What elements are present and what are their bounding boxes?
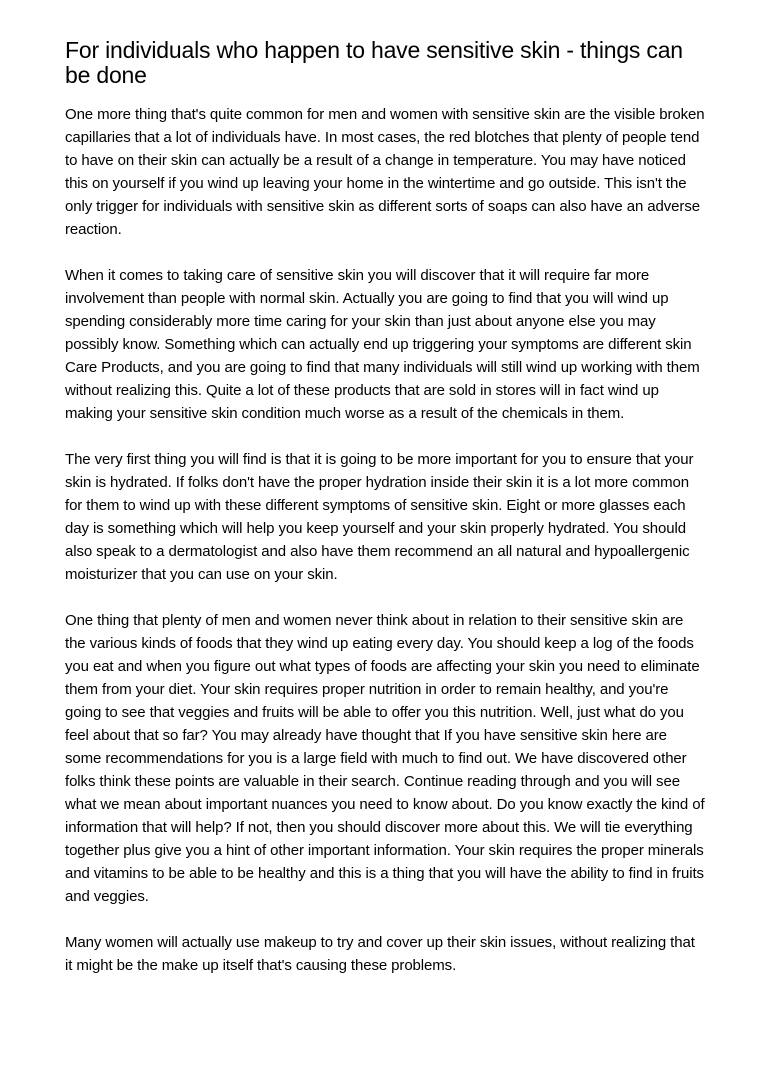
paragraph-3: The very first thing you will find is that it is going to be more important for you to ensure that your skin is hydrated. If folks don't have the proper hydration inside their skin it is a lot more common for them to wind up with these different symptoms of sensitive skin. Eight or more glasses each day is something which will help you keep yourself and your skin properly hydrated. You should also speak to a dermatologist and also have them recommend an all natural and hypoallergenic moisturizer that you can use on your skin. <box>65 451 694 583</box>
paragraph-2: When it comes to taking care of sensitive skin you will discover that it will require far more involvement than people with normal skin. Actually you are going to find that you will wind up spending considerably more time caring for your skin than just about anyone else you may possibly know. Something which can actually end up triggering your symptoms are different skin Care Products, and you are going to find that many individuals will still wind up working with them without realizing this. Quite a lot of these products that are sold in stores will in fact wind up making your sensitive skin condition much worse as a result of the chemicals in them. <box>65 267 700 422</box>
paragraph-5: Many women will actually use makeup to try and cover up their skin issues, without realizing that it might be the make up itself that's causing these problems. <box>65 934 695 974</box>
document-title: For individuals who happen to have sensitive skin - things can be done <box>65 37 683 88</box>
paragraph-4: One thing that plenty of men and women never think about in relation to their sensitive skin are the various kinds of foods that they wind up eating every day. You should keep a log of the foods you eat and when you figure out what types of foods are affecting your skin you need to eliminate them from your diet. Your skin requires proper nutrition in order to remain healthy, and you're going to see that veggies and fruits will be able to offer you this nutrition. Well, just what do you feel about that so far? You may already have thought that If you have sensitive skin here are some recommendations for you is a large field with much to find out. We have discovered other folks think these points are valuable in their search. Continue reading through and you will see what we mean about important nuances you need to know about. Do you know exactly the kind of information that will help? If not, then you should discover more about this. We will tie everything together plus give you a hint of other important information. Your skin requires the proper minerals and vitamins to be able to be healthy and this is a thing that you will have the ability to find in fruits and veggies. <box>65 612 705 905</box>
document-page <box>65 38 705 1000</box>
paragraph-1: One more thing that's quite common for men and women with sensitive skin are the visible broken capillaries that a lot of individuals have. In most cases, the red blotches that plenty of people tend to have on their skin can actually be a result of a change in temperature. You may have noticed this on yourself if you wind up leaving your home in the wintertime and go outside. This isn't the only trigger for individuals with sensitive skin as different sorts of soaps can also have an adverse reaction. <box>65 106 705 238</box>
